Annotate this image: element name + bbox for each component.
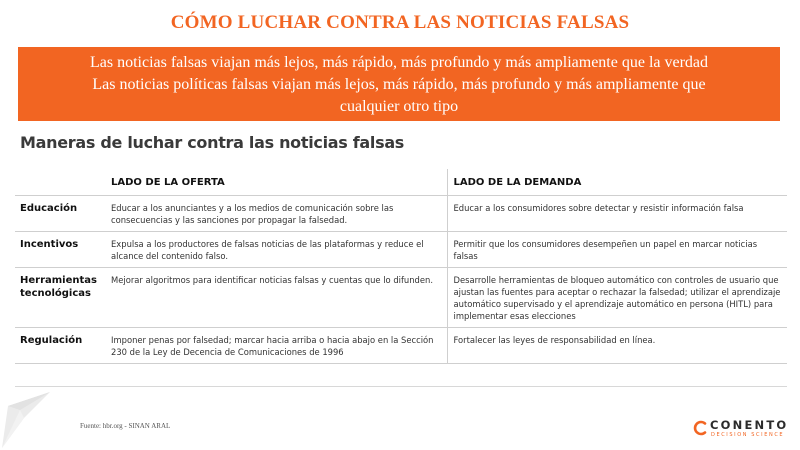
decorative-arrow-icon	[0, 388, 80, 450]
supply-cell: Expulsa a los productores de falsas noticias de las plataformas y reduce el alcance del contenido falso.	[105, 232, 447, 268]
page-title: CÓMO LUCHAR CONTRA LAS NOTICIAS FALSAS	[170, 12, 630, 33]
demand-cell: Educar a los consumidores sobre detectar y resistir información falsa	[447, 196, 787, 232]
row-label: Educación	[15, 196, 105, 232]
section-title: Maneras de luchar contra las noticias falsas	[20, 133, 405, 152]
supply-cell: Imponer penas por falsedad; marcar hacia arriba o hacia abajo en la Sección 230 de la Ley de Decencia de Comunicaciones de 1996	[105, 328, 447, 364]
table-row	[15, 328, 787, 364]
supply-cell: Educar a los anunciantes y a los medios de comunicación sobre las consecuencias y las sanciones por propagar la falsedad.	[105, 196, 447, 232]
row-label: Regulación	[15, 328, 105, 364]
source-note: Fuente: hbr.org - SINAN ARAL	[80, 422, 171, 430]
banner-line-1: Las noticias falsas viajan más lejos, más rápido, más profundo y más ampliamente que la verdad	[89, 54, 709, 71]
headline-banner	[18, 47, 780, 121]
header-empty-cell	[15, 169, 105, 196]
table-row	[15, 232, 787, 268]
table-row	[15, 268, 787, 328]
table-row	[15, 196, 787, 232]
demand-cell: Desarrolle herramientas de bloqueo automático con controles de usuario que ajustan las fuentes para aceptar o rechazar la falsedad; utilizar el aprendizaje automático supervisado y el aprendizaje automático en persona (HITL) para implementar esas elecciones	[447, 268, 787, 328]
banner-line-2: Las noticias políticas falsas viajan más lejos, más rápido, más profundo y más ampliamente que	[92, 76, 706, 93]
header-demand-side: LADO DE LA DEMANDA	[447, 169, 787, 196]
supply-cell: Mejorar algoritmos para identificar noticias falsas y cuentas que lo difunden.	[105, 268, 447, 328]
banner-line-3: cualquier otro tipo	[339, 98, 459, 115]
footer-divider	[15, 386, 787, 387]
table-header-row	[15, 169, 787, 196]
header-supply-side: LADO DE LA OFERTA	[105, 169, 447, 196]
demand-cell: Permitir que los consumidores desempeñen un papel en marcar noticias falsas	[447, 232, 787, 268]
logo-tagline: DECISION SCIENCE	[711, 432, 785, 438]
row-label: Herramientas tecnológicas	[15, 268, 105, 328]
conento-logo-icon	[692, 420, 708, 436]
company-logo	[690, 418, 795, 444]
logo-name: CONENTO	[710, 418, 789, 432]
strategies-table	[15, 169, 787, 364]
demand-cell: Fortalecer las leyes de responsabilidad en línea.	[447, 328, 787, 364]
row-label: Incentivos	[15, 232, 105, 268]
